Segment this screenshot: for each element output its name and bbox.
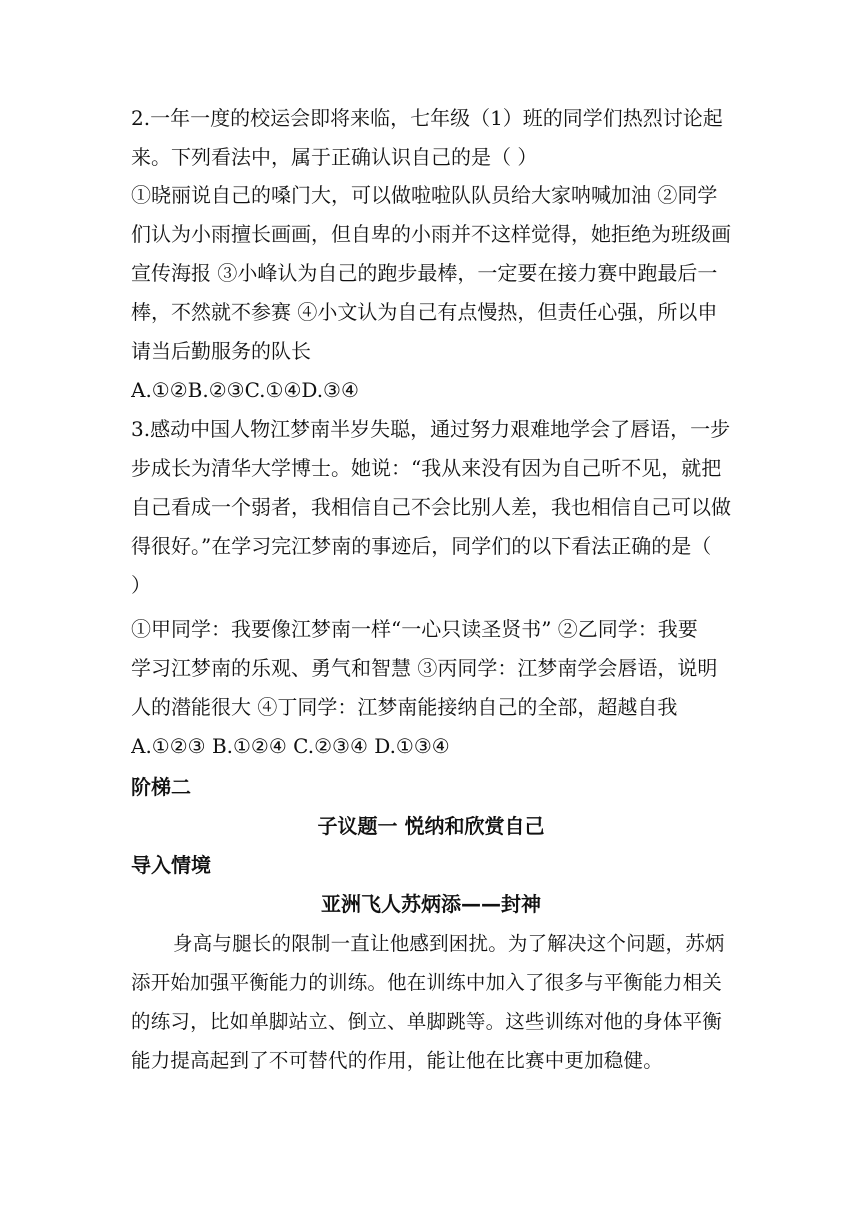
- q2-line-5: 宣传海报 ③小峰认为自己的跑步最棒，一定要在接力赛中跑最后一: [131, 261, 718, 285]
- q3-line-2: 步成长为清华大学博士。她说：“我从来没有因为自己听不见，就把: [131, 456, 722, 480]
- subtopic-heading: 子议题一 悦纳和欣赏自己: [317, 814, 545, 838]
- q3-options: A.①②③ B.①②④ C.②③④ D.①③④: [131, 734, 450, 758]
- ladder-heading: 阶梯二: [131, 775, 191, 799]
- q2-line-6: 棒，不然就不参赛 ④小文认为自己有点慢热，但责任心强，所以申: [131, 300, 718, 324]
- q3-line-7: 学习江梦南的乐观、勇气和智慧 ③丙同学：江梦南学会唇语，说明: [131, 656, 718, 680]
- story-line-2: 添开始加强平衡能力的训练。他在训练中加入了很多与平衡能力相关: [131, 971, 723, 994]
- story-line-3: 的练习，比如单脚站立、倒立、单脚跳等。这些训练对他的身体平衡: [131, 1010, 723, 1033]
- q2-options: A.①②B.②③C.①④D.③④: [131, 378, 359, 402]
- q3-line-6: ①甲同学：我要像江梦南一样“一心只读圣贤书” ②乙同学：我要: [131, 617, 698, 641]
- q3-line-4: 得很好。”在学习完江梦南的事迹后，同学们的以下看法正确的是（: [131, 534, 712, 558]
- intro-heading: 导入情境: [131, 853, 211, 877]
- story-title: 亚洲飞人苏炳添——封神: [321, 892, 541, 916]
- q2-line-3: ①晓丽说自己的嗓门大，可以做啦啦队队员给大家呐喊加油 ②同学: [131, 183, 718, 207]
- q3-line-5: ）: [131, 573, 151, 597]
- story-line-4: 能力提高起到了不可替代的作用，能让他在比赛中更加稳健。: [131, 1049, 663, 1072]
- story-line-1: 身高与腿长的限制一直让他感到困扰。为了解决这个问题，苏炳: [173, 932, 725, 955]
- q2-line-1: 2.一年一度的校运会即将来临，七年级（1）班的同学们热烈讨论起: [131, 106, 723, 130]
- q2-line-2: 来。下列看法中，属于正确认识自己的是（ ）: [131, 145, 538, 169]
- q2-line-7: 请当后勤服务的队长: [131, 339, 311, 363]
- q3-line-3: 自己看成一个弱者，我相信自己不会比别人差，我也相信自己可以做: [131, 495, 731, 519]
- q2-line-4: 们认为小雨擅长画画，但自卑的小雨并不这样觉得，她拒绝为班级画: [131, 222, 731, 246]
- q3-line-1: 3.感动中国人物江梦南半岁失聪，通过努力艰难地学会了唇语，一步: [131, 417, 731, 441]
- q3-line-8: 人的潜能很大 ④丁同学：江梦南能接纳自己的全部，超越自我: [131, 695, 678, 719]
